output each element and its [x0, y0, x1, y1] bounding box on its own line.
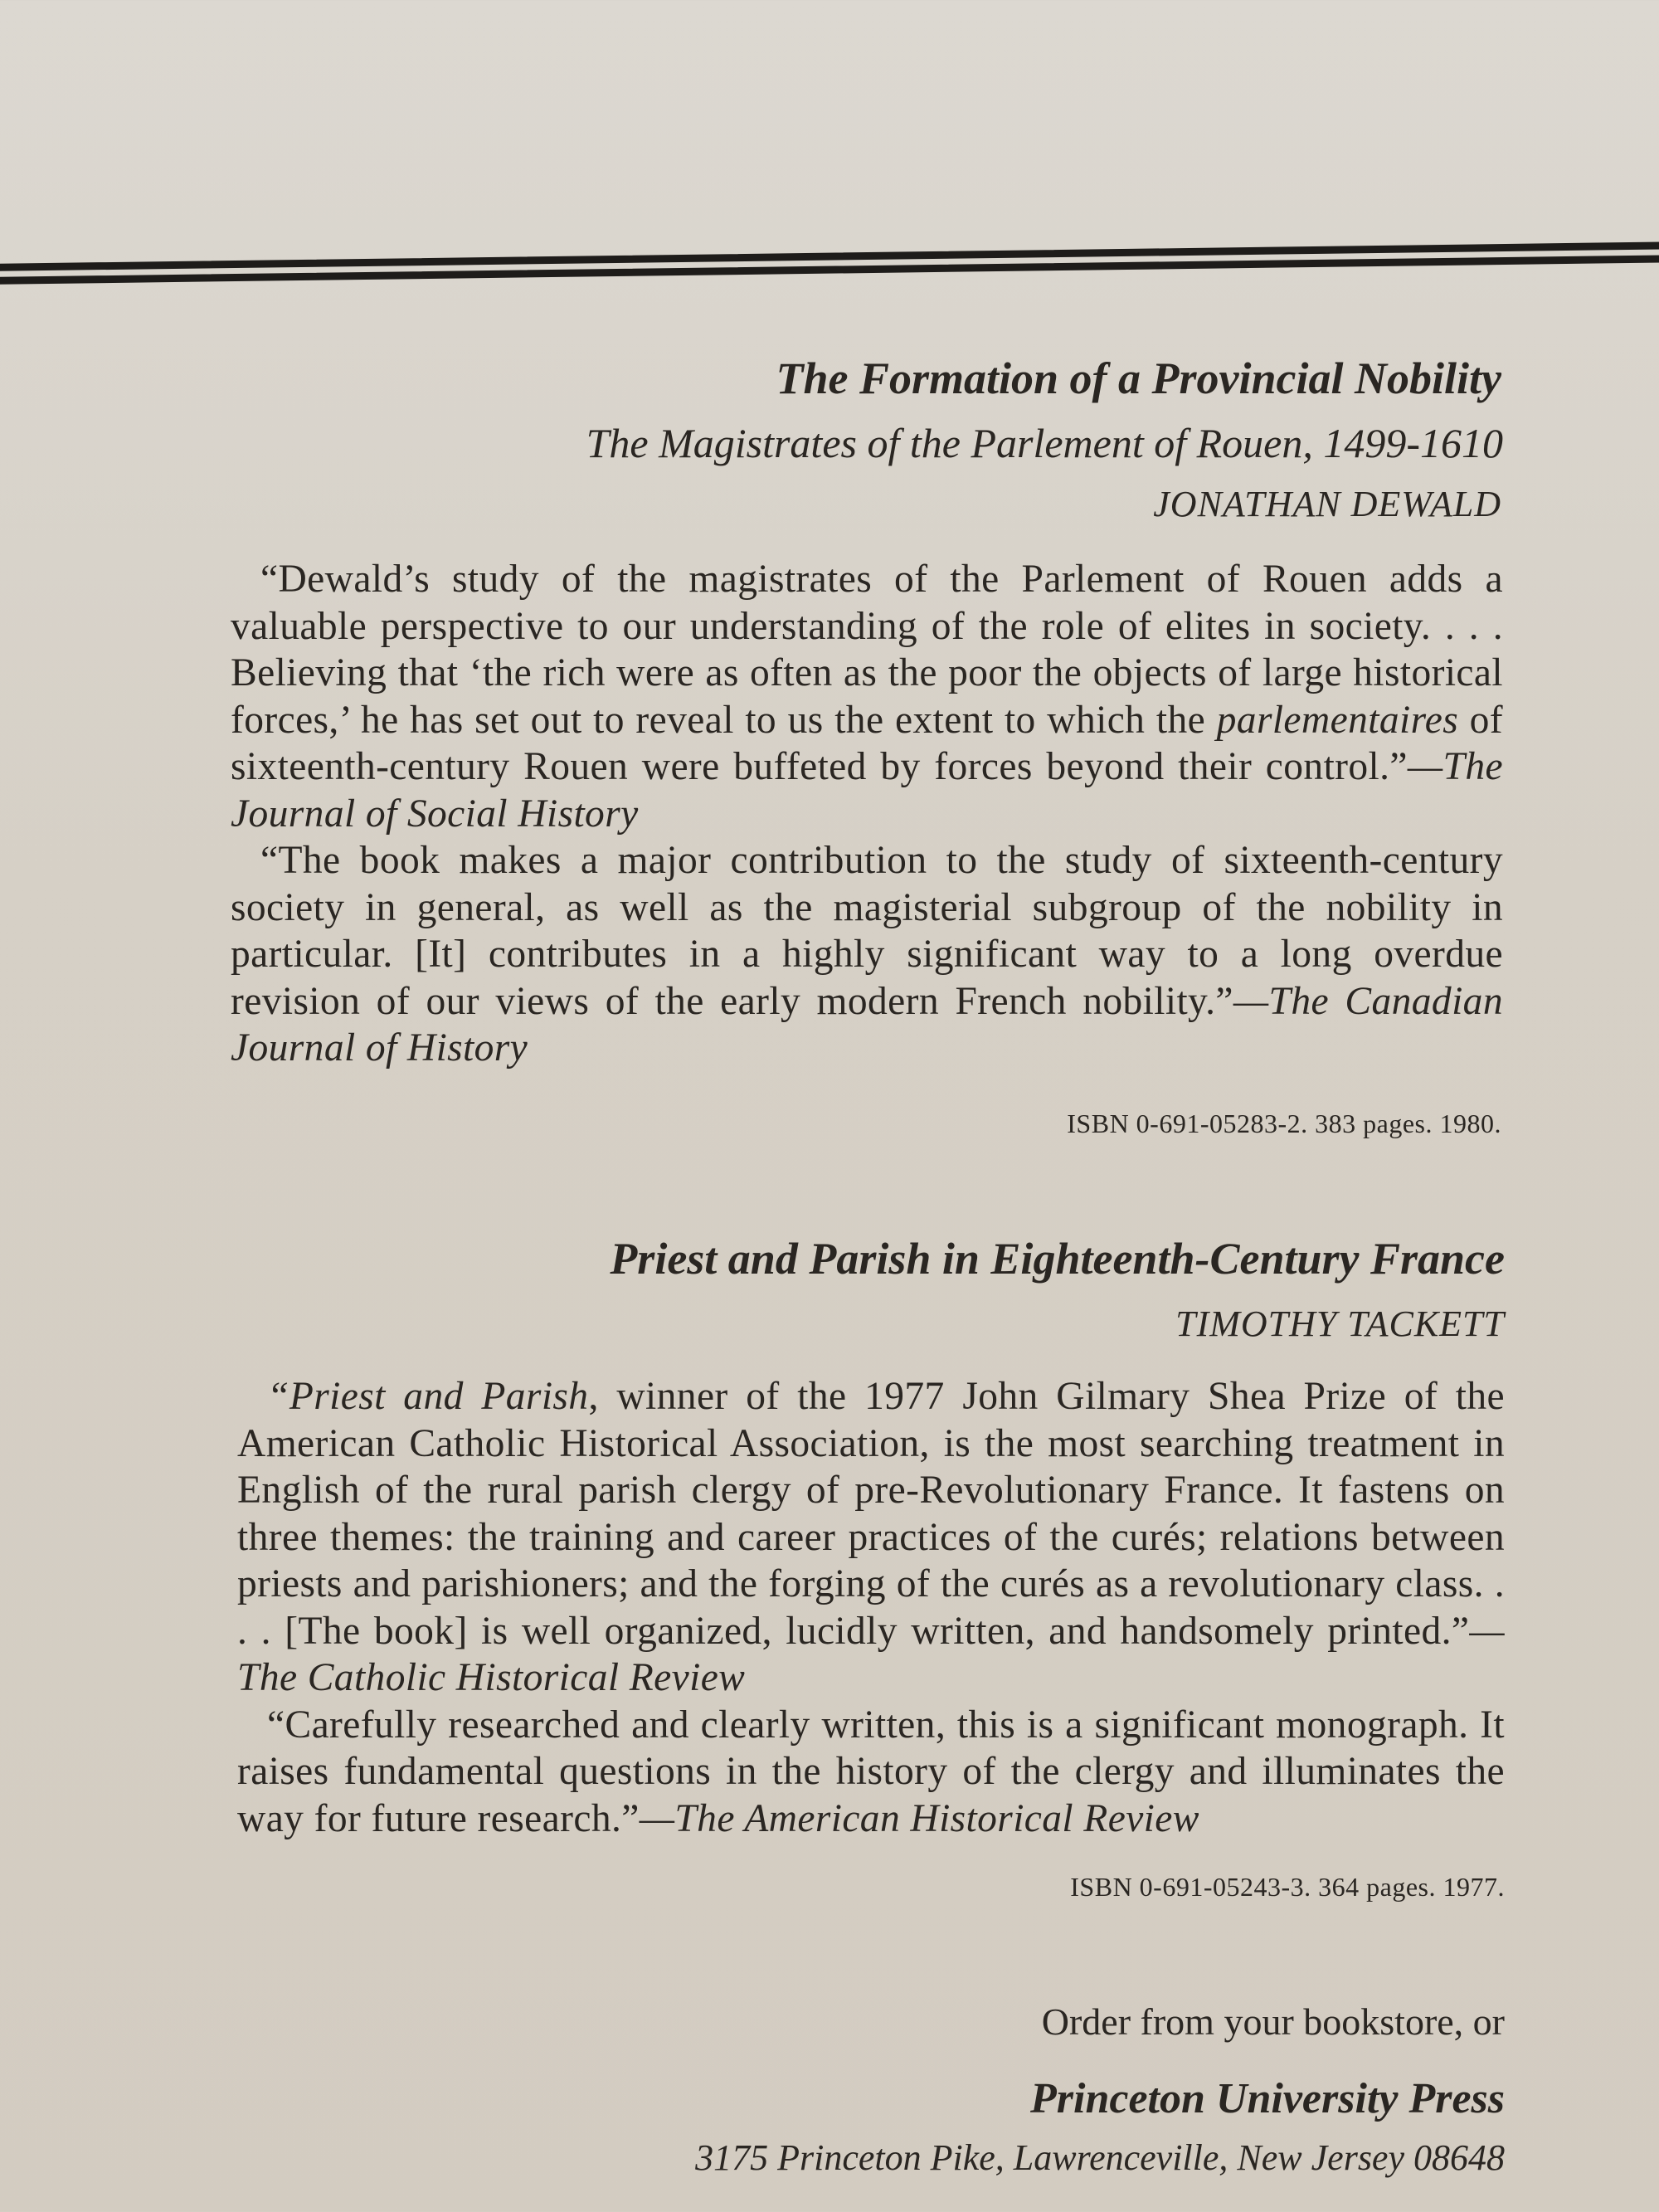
italic-text: —The Catholic Historical Review	[237, 1609, 1505, 1699]
order-text: Order from your bookstore, or	[1041, 2000, 1505, 2043]
book2-isbn: ISBN 0-691-05243-3. 364 pages. 1977.	[1070, 1872, 1505, 1902]
quote-text: “The book makes a major contribution to the study of sixteenth-century society in general, as well as the magisterial subgroup of the nobility in particular. [It] contributes in a highly significant way to a long overdue revision of our views of the early modern French nobility.”	[231, 839, 1503, 1023]
book1-reviews	[231, 556, 1503, 1072]
book2-author: TIMOTHY TACKETT	[1175, 1303, 1505, 1344]
book2-reviews	[237, 1373, 1505, 1842]
publisher-address: 3175 Princeton Pike, Lawrenceville, New Jersey 08648	[695, 2137, 1505, 2178]
quote-text: “Dewald’s study of the magistrates of the Parlement of Rouen adds a valuable perspective to our understanding of the role of elites in society. . . . Believing that ‘the rich were as often as the poor the objects of large historical forces,’ he has set out to reveal to us the extent to which the	[231, 558, 1503, 742]
book1-isbn: ISBN 0-691-05283-2. 383 pages. 1980.	[1067, 1108, 1501, 1138]
book2-title: Priest and Parish in Eighteenth-Century France	[610, 1234, 1505, 1284]
italic-text: parlementaires	[1216, 698, 1459, 742]
book1-subtitle: The Magistrates of the Parlement of Rouen, 1499-1610	[586, 420, 1503, 466]
italic-text: —The Journal of Social History	[231, 745, 1503, 836]
review-quote	[237, 1373, 1505, 1702]
italic-text: —The American Historical Review	[639, 1796, 1199, 1840]
review-quote	[237, 1702, 1505, 1843]
book1-author: JONATHAN DEWALD	[1153, 484, 1501, 524]
review-quote	[231, 556, 1503, 837]
italic-text: “Priest and Parish	[267, 1375, 589, 1418]
review-quote	[231, 837, 1503, 1072]
double-rule-divider	[0, 241, 1659, 297]
quote-text: “Carefully researched and clearly written, this is a significant monograph. It raises fundamental questions in the history of the clergy and illuminates the way for future research.”	[237, 1703, 1505, 1840]
publisher-name: Princeton University Press	[1030, 2075, 1505, 2122]
quote-text: of sixteenth-century Rouen were buffeted by forces beyond their control.”	[231, 698, 1503, 788]
quote-text: , winner of the 1977 John Gilmary Shea Prize of the American Catholic Historical Association, is the most searching treatment in English of the rural parish clergy of pre-Revolutionary France. It fastens on three themes: the training and career practices of the curés; relations between priests and parishioners; and the forging of the curés as a revolutionary class. . . . [The book] is well organized, lucidly written, and handsomely printed.”	[237, 1375, 1505, 1653]
italic-text: —The Canadian Journal of History	[231, 979, 1503, 1069]
book1-title: The Formation of a Provincial Nobility	[776, 353, 1501, 403]
